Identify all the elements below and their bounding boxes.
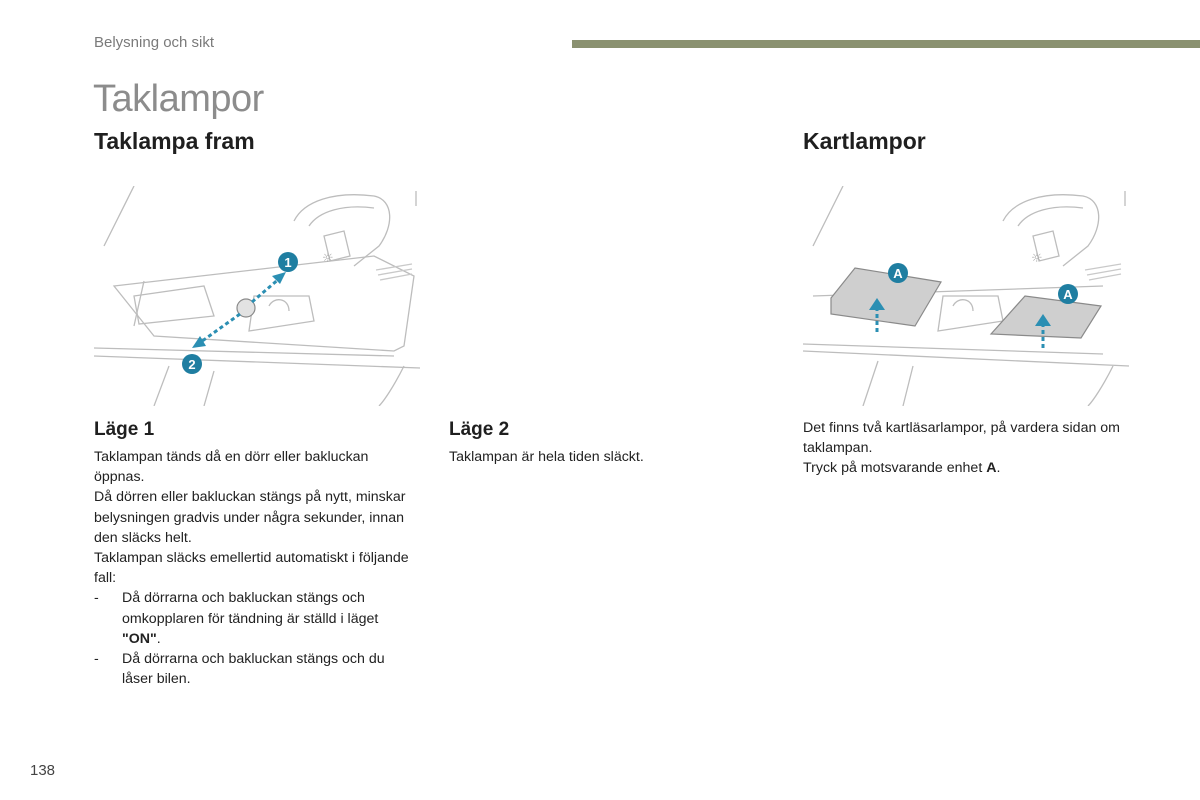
svg-text:☼: ☼: [1031, 251, 1043, 266]
callout-a-right: [1058, 284, 1078, 304]
mode2-heading: Läge 2: [449, 419, 510, 440]
mode1-text: [94, 447, 414, 689]
bullet-emphasis: "ON": [122, 630, 157, 647]
map-lamps-heading: Kartlampor: [803, 128, 926, 154]
svg-text:A: A: [1063, 287, 1073, 302]
list-item: [94, 588, 414, 649]
instruction-suffix: .: [996, 460, 1001, 477]
front-lamp-illustration: [94, 186, 420, 406]
bullet-text: Då dörrarna och bakluckan stängs och omkopplaren för tändning är ställd i läget: [122, 590, 379, 627]
front-lamp-drawing: [94, 186, 420, 406]
mode1-paragraph: Taklampan släcks emellertid automatiskt i följande fall:: [94, 550, 409, 587]
page-title: Taklampor: [93, 78, 264, 120]
header-bar: [572, 40, 1200, 48]
map-lamps-drawing: [803, 186, 1129, 406]
bullet-text: Då dörrarna och bakluckan stängs och du låser bilen.: [122, 651, 385, 688]
bullet-dash: -: [94, 590, 99, 607]
front-lamp-heading: Taklampa fram: [94, 128, 255, 154]
mode2-text: Taklampan är hela tiden släckt.: [449, 449, 644, 465]
list-item: [94, 649, 414, 689]
map-lamps-illustration: [803, 186, 1129, 406]
map-lamps-instruction: [803, 458, 1133, 478]
bullet-suffix: .: [156, 630, 161, 647]
svg-text:☼: ☼: [322, 251, 334, 266]
callout-2: [182, 354, 202, 374]
svg-text:1: 1: [284, 255, 292, 270]
map-lamps-text: [803, 418, 1133, 479]
bullet-dash: -: [94, 651, 99, 668]
mode1-heading: Läge 1: [94, 419, 155, 440]
mode1-paragraph: Då dörren eller bakluckan stängs på nytt, minskar belysningen gradvis under några sekunder, innan den släcks helt.: [94, 489, 406, 546]
instruction-emphasis: A: [986, 460, 997, 477]
svg-text:A: A: [893, 266, 903, 281]
instruction-text: Tryck på motsvarande enhet: [803, 460, 987, 477]
svg-text:2: 2: [188, 357, 196, 372]
mode1-paragraph: Taklampan tänds då en dörr eller bakluckan öppnas.: [94, 449, 369, 486]
section-label: Belysning och sikt: [94, 34, 215, 51]
page-number: 138: [30, 762, 56, 779]
callout-1: [278, 252, 298, 272]
map-lamps-paragraph: Det finns två kartläsarlampor, på vardera sidan om taklampan.: [803, 420, 1121, 457]
callout-a-left: [888, 263, 908, 283]
